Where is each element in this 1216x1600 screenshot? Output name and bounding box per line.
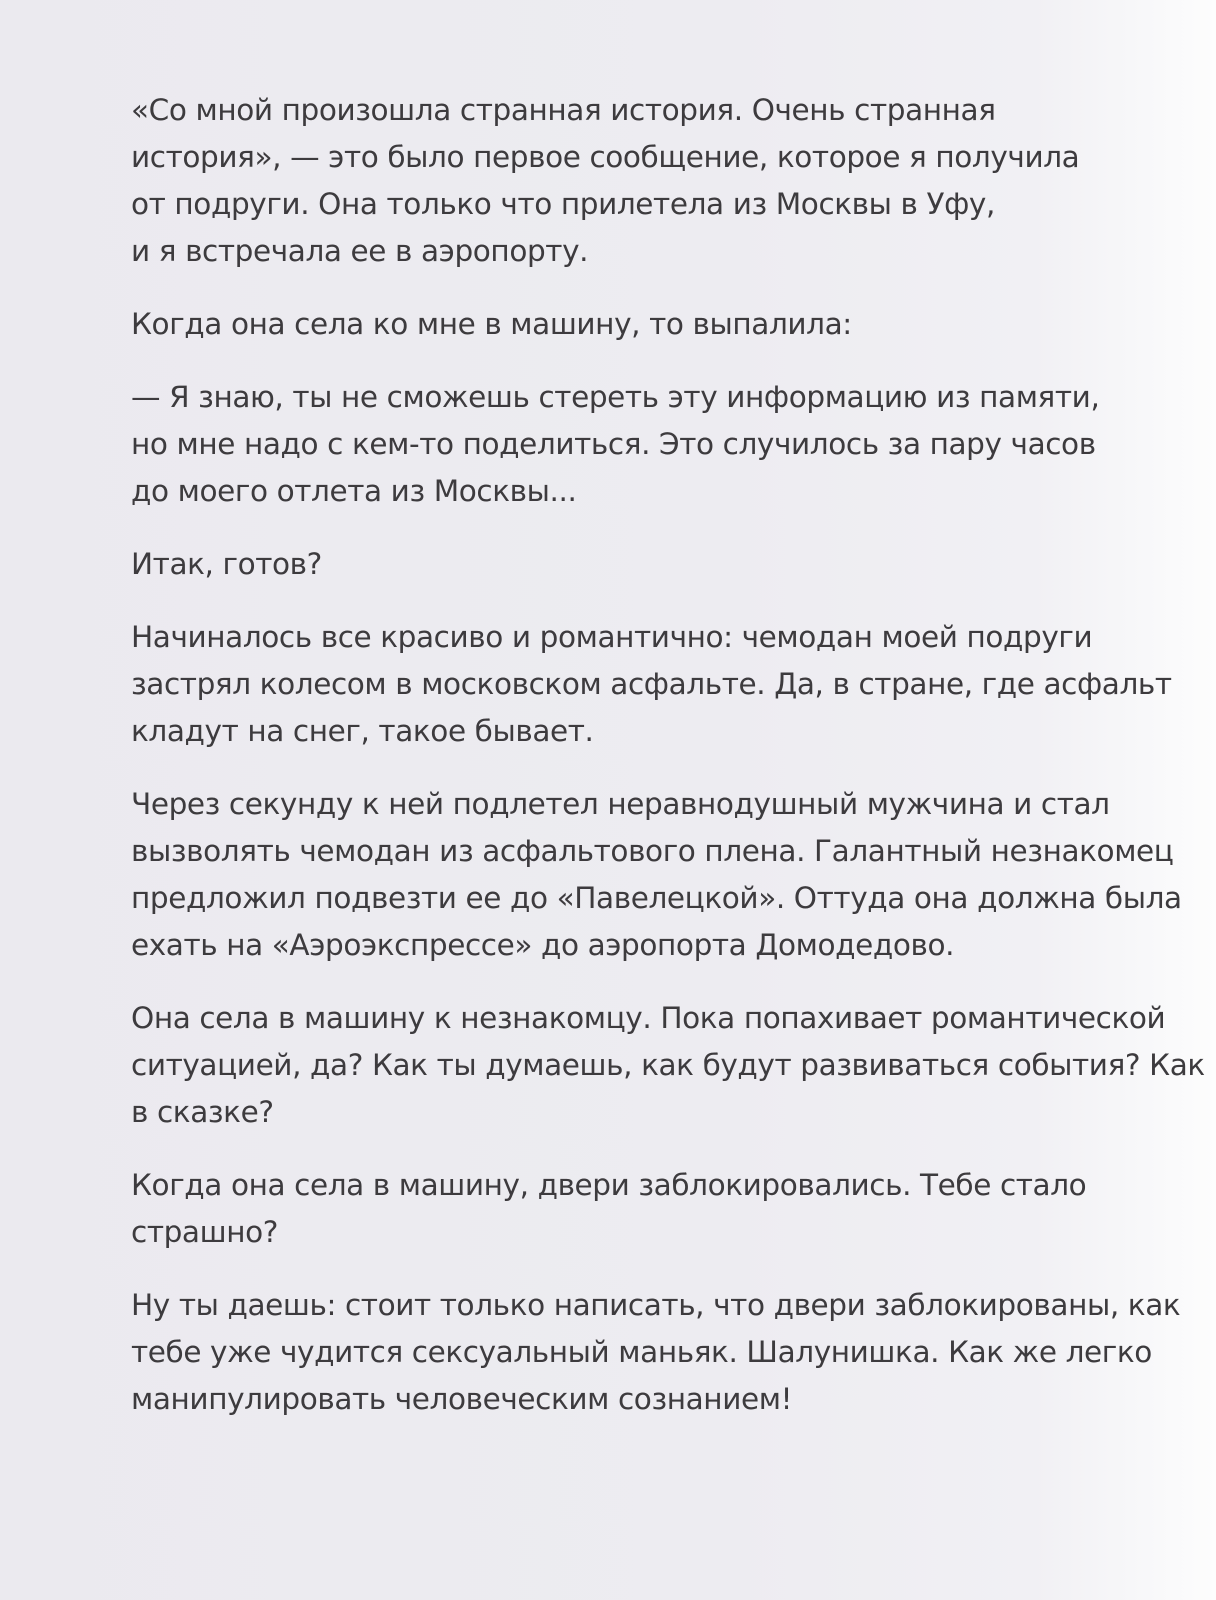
text-line: Ну ты даешь: стоит только написать, что двери заблокированы, как (131, 1288, 1181, 1322)
paragraph (131, 301, 1206, 348)
text-line: манипулировать человеческим сознанием! (131, 1382, 792, 1416)
text-line: до моего отлета из Москвы... (131, 474, 577, 508)
page-text (131, 87, 1206, 1449)
text-line: — Я знаю, ты не сможешь стереть эту информацию из памяти, (131, 380, 1100, 414)
text-line: от подруги. Она только что прилетела из Москвы в Уфу, (131, 187, 995, 221)
text-line: вызволять чемодан из асфальтового плена. Галантный незнакомец (131, 834, 1174, 868)
paragraph (131, 1282, 1206, 1423)
text-line: Через секунду к ней подлетел неравнодушный мужчина и стал (131, 787, 1110, 821)
text-line: в сказке? (131, 1095, 274, 1129)
text-line: ситуацией, да? Как ты думаешь, как будут развиваться события? Как (131, 1048, 1205, 1082)
text-line: Когда она села ко мне в машину, то выпалила: (131, 307, 852, 341)
text-line: но мне надо с кем-то поделиться. Это случилось за пару часов (131, 427, 1096, 461)
paragraph (131, 781, 1206, 969)
paragraph (131, 87, 1206, 275)
text-line: застрял колесом в московском асфальте. Да, в стране, где асфальт (131, 667, 1172, 701)
text-line: Она села в машину к незнакомцу. Пока попахивает романтической (131, 1001, 1166, 1035)
paragraph (131, 541, 1206, 588)
text-line: Когда она села в машину, двери заблокировались. Тебе стало (131, 1168, 1087, 1202)
text-line: предложил подвезти ее до «Павелецкой». Оттуда она должна была (131, 881, 1182, 915)
text-line: Начиналось все красиво и романтично: чемодан моей подруги (131, 620, 1093, 654)
text-line: страшно? (131, 1215, 278, 1249)
paragraph (131, 374, 1206, 515)
text-line: история», — это было первое сообщение, которое я получила (131, 140, 1080, 174)
paragraph (131, 1162, 1206, 1256)
paragraph (131, 614, 1206, 755)
text-line: Итак, готов? (131, 547, 322, 581)
text-line: и я встречала ее в аэропорту. (131, 234, 589, 268)
text-line: кладут на снег, такое бывает. (131, 714, 594, 748)
text-line: ехать на «Аэроэкспрессе» до аэропорта Домодедово. (131, 928, 955, 962)
paragraph (131, 995, 1206, 1136)
text-line: «Со мной произошла странная история. Очень странная (131, 93, 996, 127)
text-line: тебе уже чудится сексуальный маньяк. Шалунишка. Как же легко (131, 1335, 1152, 1369)
